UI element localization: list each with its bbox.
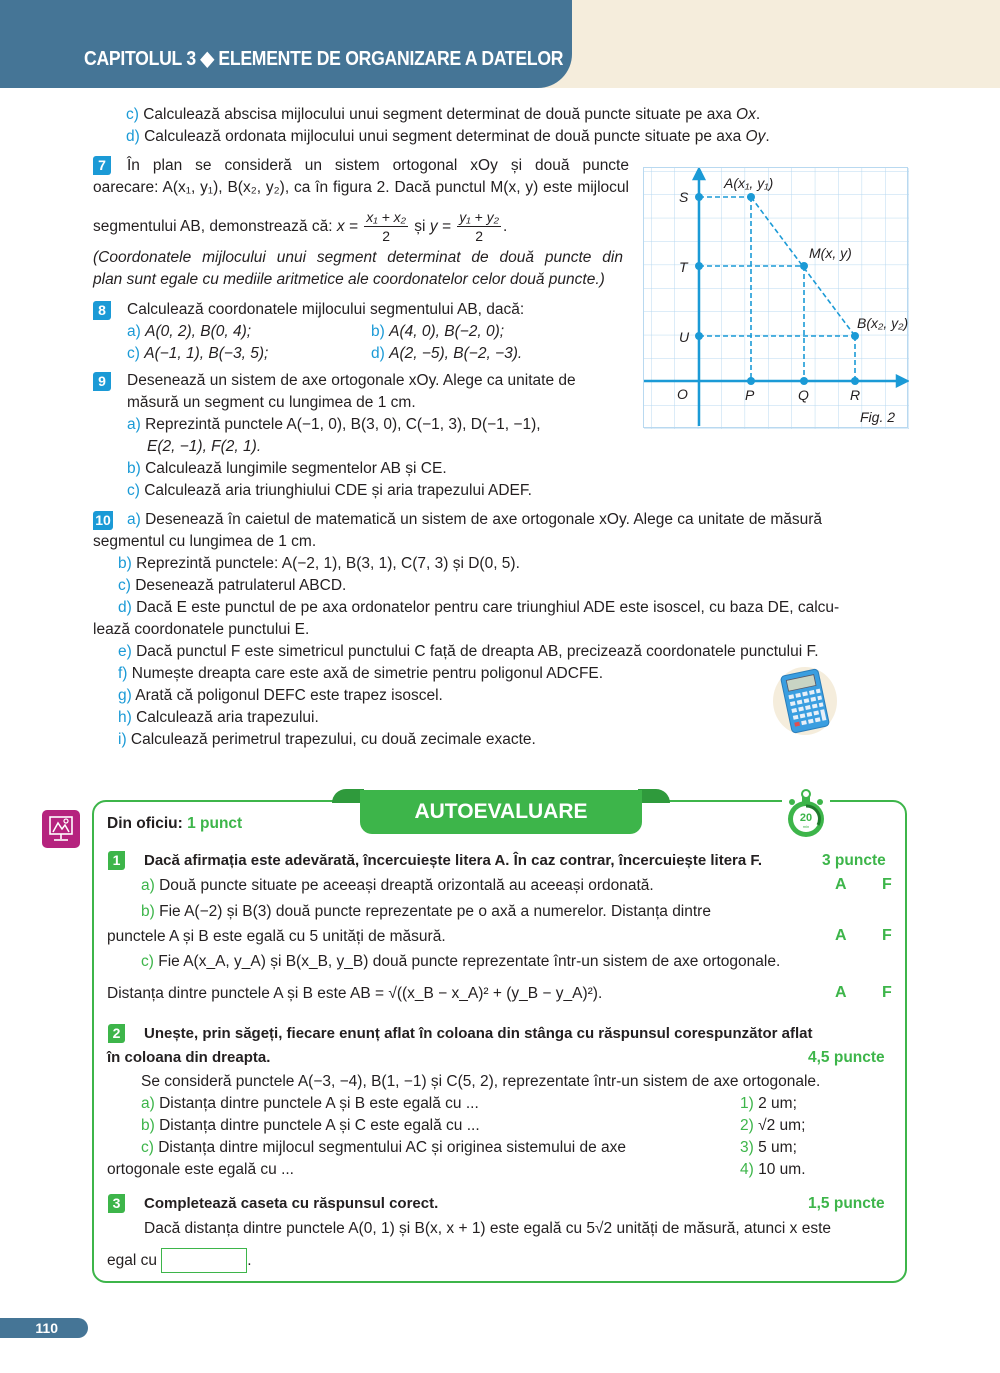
q3-prompt: Completează caseta cu răspunsul corect.	[144, 1195, 439, 1212]
q2-points: 4,5 puncte	[808, 1049, 885, 1066]
q1b-true-option[interactable]: A	[835, 927, 847, 944]
ex8-item-a: a) A(0, 2), B(0, 4);	[127, 323, 252, 340]
q2-left-c-cont: ortogonale este egală cu ...	[107, 1161, 294, 1178]
ex9-item-b: b) Calculează lungimile segmentelor AB și CE.	[127, 460, 447, 477]
q1b-false-option[interactable]: F	[882, 927, 892, 944]
ex8-item-c: c) A(−1, 1), B(−3, 5);	[127, 345, 269, 362]
question-number-3: 3	[108, 1194, 125, 1213]
ex7-line1: În plan se consideră un sistem ortogonal xOy și două puncte	[127, 157, 629, 174]
exercise-number-10: 10	[93, 511, 113, 530]
q2-context: Se consideră punctele A(−3, −4), B(1, −1) și C(5, 2), reprezentate într-un sistem de axe ortogonale.	[141, 1073, 821, 1090]
q2-right-1[interactable]: 1) 2 um;	[740, 1095, 797, 1112]
ex10-item-d: d) Dacă E este punctul de pe axa ordonatelor pentru care triunghiul ADE este isoscel, cu baza DE, calcu-	[118, 599, 840, 616]
label-r: R	[850, 387, 861, 403]
q1a-true-option[interactable]: A	[835, 876, 847, 893]
q3-line2: egal cu .	[107, 1247, 252, 1275]
q2-left-a[interactable]: a) Distanța dintre punctele A și B este egală cu ...	[141, 1095, 479, 1112]
point-t	[695, 262, 703, 270]
label-b: B(x₂, y₂)	[857, 315, 909, 331]
question-number-2: 2	[108, 1024, 125, 1043]
ex7-note-line1: (Coordonatele mijlocului unui segment determinat de două puncte din	[93, 249, 623, 266]
q2-left-b[interactable]: b) Distanța dintre punctele A și C este egală cu ...	[141, 1117, 480, 1134]
ex9-line1: Desenează un sistem de axe ortogonale xOy. Alege ca unitate de	[127, 372, 576, 389]
ex9-item-a-cont: E(2, −1), F(2, 1).	[147, 438, 262, 455]
q1c-true-option[interactable]: A	[835, 984, 847, 1001]
label-p: P	[745, 387, 755, 403]
exercise-number-8: 8	[93, 301, 111, 320]
figure-2	[643, 167, 908, 428]
chapter-header	[0, 0, 572, 88]
fraction-y: $\frac{\text{y₁ + y₂}}{2}$	[459, 209, 499, 245]
label-s: S	[679, 189, 689, 205]
timer-icon	[782, 788, 830, 840]
label-a: A(x₁, y₁)	[724, 175, 774, 191]
q2-left-c[interactable]: c) Distanța dintre mijlocul segmentului AC și originea sistemului de axe	[141, 1139, 627, 1156]
q2-prompt-line2: în coloana din dreapta.	[107, 1049, 271, 1066]
q1-item-b-cont: punctele A și B este egală cu 5 unități de măsură.	[107, 928, 446, 945]
ex7-line2: oarecare: A(x₁, y₁), B(x₂, y₂), ca în figura 2. Dacă punctul M(x, y) este mijlocul	[93, 179, 629, 196]
digital-resource-icon[interactable]	[42, 810, 80, 848]
q1-item-c: c) Fie A(x_A, y_A) și B(x_B, y_B) două puncte reprezentate într-un sistem de axe ortogonale.	[141, 953, 781, 970]
ex10-item-i: i) Calculează perimetrul trapezului, cu două zecimale exacte.	[118, 731, 536, 748]
label-u: U	[679, 329, 690, 345]
timer-value: 20	[799, 812, 813, 824]
label-m: M(x, y)	[809, 245, 852, 261]
ex7-formula-line: segmentului AB, demonstrează că: x = $\frac{\text{x₁ + x₂}}{2}$ și y = $\frac{\text{y₁ + y₂}}{2}$ .	[93, 209, 508, 245]
exercise-number-7: 7	[93, 156, 111, 175]
point-u	[695, 332, 703, 340]
q1-prompt: Dacă afirmația este adevărată, încercuiește litera A. În caz contrar, încercuiește litera F.	[144, 852, 763, 869]
q2-right-4[interactable]: 4) 10 um.	[740, 1161, 806, 1178]
ex9-line2: măsură un segment cu lungimea de 1 cm.	[127, 394, 416, 411]
intro-item-d: d) Calculează ordonata mijlocului unui segment determinat de două puncte situate pe axa Oy.	[126, 128, 770, 145]
calculator-icon	[772, 666, 838, 736]
q3-points: 1,5 puncte	[808, 1195, 885, 1212]
q1-item-a: a) Două puncte situate pe aceeași dreaptă orizontală au aceeași ordonată.	[141, 877, 654, 894]
q1-item-b: b) Fie A(−2) și B(3) două puncte reprezentate pe o axă a numerelor. Distanța dintre	[141, 903, 711, 920]
ex10-item-b: b) Reprezintă punctele: A(−2, 1), B(3, 1), C(7, 3) și D(0, 5).	[118, 555, 520, 572]
ex10-item-c: c) Desenează patrulaterul ABCD.	[118, 577, 347, 594]
page-number: 110	[0, 1318, 88, 1338]
label-q: Q	[798, 387, 809, 403]
q3-answer-input[interactable]	[161, 1248, 247, 1273]
ex10-item-a: a) Desenează în caietul de matematică un sistem de axe ortogonale xOy. Alege ca unitate de măsură	[127, 511, 823, 528]
q1a-false-option[interactable]: F	[882, 876, 892, 893]
q2-right-3[interactable]: 3) 5 um;	[740, 1139, 797, 1156]
tab-decoration-right	[638, 789, 670, 803]
item-label: c)	[126, 106, 139, 123]
exercise-number-9: 9	[93, 372, 111, 391]
point-p	[747, 377, 755, 385]
ex10-item-d-cont: lează coordonatele punctului E.	[93, 621, 310, 638]
ex10-item-h: h) Calculează aria trapezului.	[118, 709, 319, 726]
q1c-false-option[interactable]: F	[882, 984, 892, 1001]
ex9-item-a: a) Reprezintă punctele A(−1, 0), B(3, 0), C(−1, 3), D(−1, −1),	[127, 416, 541, 433]
ex8-item-d: d) A(2, −5), B(−2, −3).	[371, 345, 523, 362]
coordinate-diagram	[644, 168, 909, 429]
fraction-x: $\frac{\text{x₁ + x₂}}{2}$	[366, 209, 406, 245]
din-oficiu: Din oficiu: 1 punct	[107, 815, 243, 832]
point-s	[695, 193, 703, 201]
label-o: O	[677, 386, 688, 402]
item-label: d)	[126, 128, 140, 145]
label-t: T	[679, 259, 688, 275]
q1-points: 3 puncte	[822, 852, 886, 869]
figure-caption: Fig. 2	[860, 409, 896, 425]
ex10-item-a-cont: segmentul cu lungimea de 1 cm.	[93, 533, 317, 550]
question-number-1: 1	[108, 851, 125, 870]
q1-item-c-cont: Distanța dintre punctele A și B este AB = √((x_B − x_A)² + (y_B − y_A)²).	[107, 985, 603, 1002]
ex7-note-line2: plan sunt egale cu mediile aritmetice ale coordonatelor celor două puncte.)	[93, 271, 605, 288]
ex10-item-f: f) Numește dreapta care este axă de simetrie pentru poligonul ADCFE.	[118, 665, 604, 682]
ex9-item-c: c) Calculează aria triunghiului CDE și aria trapezului ADEF.	[127, 482, 532, 499]
point-q	[800, 377, 808, 385]
ex8-prompt: Calculează coordonatele mijlocului segmentului AB, dacă:	[127, 301, 525, 318]
chapter-title: CAPITOLUL 3 ◆ ELEMENTE DE ORGANIZARE A DATELOR	[84, 48, 564, 70]
ex10-item-e: e) Dacă punctul F este simetricul punctului C față de dreapta AB, precizează coordonatele punctului F.	[118, 643, 819, 660]
point-m	[800, 262, 808, 270]
timer-unit: min	[802, 824, 810, 829]
q2-right-2[interactable]: 2) √2 um;	[740, 1117, 806, 1134]
q2-prompt-line1: Unește, prin săgeți, fiecare enunț aflat în coloana din stânga cu răspunsul corespunzător aflat	[144, 1025, 813, 1042]
point-a	[747, 193, 755, 201]
q3-line1: Dacă distanța dintre punctele A(0, 1) și B(x, x + 1) este egală cu 5√2 unități de măsură, atunci x este	[144, 1220, 832, 1237]
intro-item-c: c) Calculează abscisa mijlocului unui segment determinat de două puncte situate pe axa Ox.	[126, 106, 761, 123]
point-r	[851, 377, 859, 385]
point-b	[851, 332, 859, 340]
ex8-item-b: b) A(4, 0), B(−2, 0);	[371, 323, 505, 340]
ex10-item-g: g) Arată că poligonul DEFC este trapez isoscel.	[118, 687, 443, 704]
autoevaluare-title: AUTOEVALUARE	[360, 790, 642, 834]
